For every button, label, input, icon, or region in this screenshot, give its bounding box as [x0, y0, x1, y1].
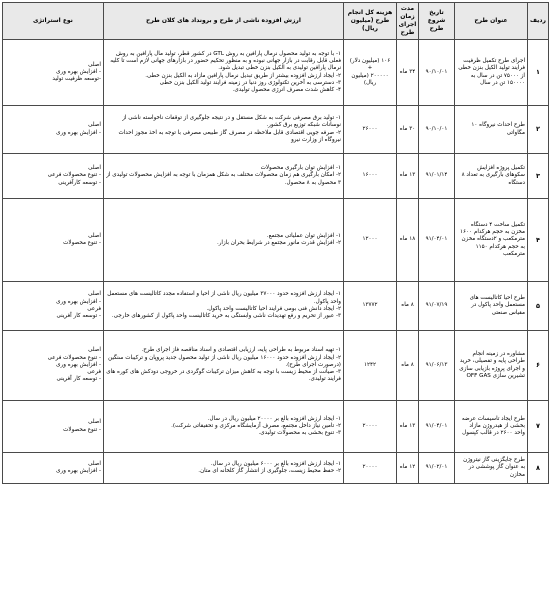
- goal-item: ۱- تهیه اسناد مربوط به طراحی پایه، ارزیابی اقتصادی و اسناد مناقصه فاز اجرای طرح.: [141, 347, 341, 354]
- duration-cell: ۱۸ ماه: [397, 199, 419, 282]
- strategy-cell: [3, 401, 104, 453]
- strategy-cell: [3, 282, 104, 331]
- cost-cell: [344, 282, 397, 331]
- table-row: [3, 154, 549, 199]
- start-date-cell: ۹۱/۰۶/۱۳: [419, 331, 455, 401]
- table-row: [3, 106, 549, 154]
- cost-cell: [344, 154, 397, 199]
- goal-item: ۱- ایجاد ارزش افزوده حدود ۳۷۰۰۰ میلیون ریال ناشی از احیا و استفاده مجدد کاتالیست های مستعمل واحد پاکول.: [107, 291, 341, 305]
- start-date-cell: ۹۱/۰۴/۰۱: [419, 401, 455, 453]
- strategy-item: - توسعه کارآفرینی: [58, 179, 101, 186]
- goal-item: ۱- تولید برق مصرفی شرکت به شکل مستقل و در نتیجه جلوگیری از توقفات ناخواسته ناشی از نوسانات شبکه توزیع برق کشور.: [122, 114, 341, 129]
- cost-line: ۲۰۰۰۰۰ (میلیون ریال): [351, 72, 389, 86]
- table-body: [3, 40, 549, 484]
- row-number-cell: ۶: [528, 331, 549, 401]
- duration-cell: ۸ ماه: [397, 282, 419, 331]
- strategy-cell: [3, 154, 104, 199]
- goals-cell: [104, 282, 344, 331]
- strategy-item: -توسعه ظرفیت تولید: [52, 76, 101, 83]
- strategy-cell: [3, 40, 104, 106]
- strategy-item: - تنوع محصولات فرعی: [47, 172, 101, 179]
- strategy-item: - افزایش بهره وری: [56, 129, 101, 136]
- row-number-cell: ۸: [528, 453, 549, 484]
- strategy-item: اصلی: [88, 347, 101, 354]
- goal-item: ۲- صرفه جویی اقتصادی قابل ملاحظه در مصرف گاز طبیعی مصرفی با توجه به اخذ مجوز احداث نیروگاه از وزارت نیرو: [118, 129, 341, 143]
- table-row: [3, 40, 549, 106]
- start-date-cell: ۹۱/۰۴/۰۱: [419, 199, 455, 282]
- start-date-cell: ۹۰/۱۰/۰۱: [419, 40, 455, 106]
- table-row: [3, 199, 549, 282]
- header-row: [3, 3, 549, 40]
- goal-item: ۲- امکان بارگیری هم زمان محصولات مختلف به شکل همزمان با توجه به افزایش محصولات تولیدی از ۳ محصول به ۸ محصول.: [106, 172, 341, 186]
- duration-cell: ۸ ماه: [397, 331, 419, 401]
- strategy-item: اصلی: [88, 165, 101, 172]
- duration-cell: ۱۳ ماه: [397, 154, 419, 199]
- strategy-cell: [3, 199, 104, 282]
- cost-cell: [344, 331, 397, 401]
- strategy-cell: [3, 106, 104, 154]
- goal-item: ۳- دسترسی به آخرین تکنولوژی روز دنیا در زمینه فرایند تولید الکیل بنزن خطی: [159, 79, 341, 86]
- goals-cell: [104, 40, 344, 106]
- goal-item: ۲- تامین نیاز داخل مجتمع، مصرف آزمایشگاه مرکزی و تحقیقاتی شرکت).: [171, 422, 341, 429]
- goal-item: ۲- ایجاد دانش فنی بومی فرایند احیا کاتالیست واحد پاکول.: [206, 306, 341, 312]
- header-cost: هزینه کل انجام طرح (میلیون ریال): [344, 3, 397, 40]
- projects-table: [2, 2, 549, 484]
- project-title-cell: طرح ایجاد تاسیسات عرضه بخشی از هیدروژن مازاد واحد ۲۶۰۰ در قالب کپسول: [455, 401, 528, 453]
- strategy-item: اصلی: [88, 291, 101, 298]
- project-title-cell: طرح احیا کاتالیست های مستعمل واحد پاکول در مقیاس صنعتی: [455, 282, 528, 331]
- row-number-cell: ۴: [528, 199, 549, 282]
- strategy-item: - توسعه کار آفرینی: [56, 376, 101, 383]
- cost-line: +: [367, 65, 373, 72]
- strategy-item: - افزایش بهره وری: [56, 468, 101, 474]
- project-title-cell: تکمیل پروژه افزایش سکوهای بارگیری به تعداد ۸ دستگاه: [455, 154, 528, 199]
- strategy-item: اصلی: [88, 419, 101, 426]
- header-row-number: ردیف: [528, 3, 549, 40]
- cost-line: ۲۶۰۰۰: [362, 125, 378, 132]
- start-date-cell: ۹۱/۰۲/۰۱: [419, 453, 455, 484]
- strategy-cell: [3, 331, 104, 401]
- header-start-date: تاریخ شروع طرح: [419, 3, 455, 40]
- cost-line: ۱۲۰۰۰: [362, 236, 378, 243]
- project-title-cell: مشاوره در زمینه انجام طراحی پایه و تفصیلی، خرید و اجرای پروژه بازیابی سازی تشیرین سازی OFF GAS: [455, 331, 528, 401]
- goals-cell: [104, 199, 344, 282]
- cost-line: ۱۶۰۰۰: [362, 172, 378, 179]
- table-row: [3, 282, 549, 331]
- strategy-item: اصلی: [88, 232, 101, 239]
- goals-cell: [104, 453, 344, 484]
- goals-cell: [104, 154, 344, 199]
- cost-line: ۲۰۰۰۰: [362, 464, 378, 471]
- goal-item: ۲- ایجاد ارزش افزوده بیشتر از طریق تبدیل نرمال پارافین مازاد به الکیل بنزن خطی.: [145, 72, 341, 79]
- goals-cell: [104, 331, 344, 401]
- table-row: [3, 401, 549, 453]
- strategy-item: - تنوع محصولات: [63, 240, 101, 246]
- project-title-cell: تکمیل ساخت ۴ دستگاه مخزن به حجم هرکدام ۱۶۰۰ مترمکعب و ۲دستگاه مخزن به حجم هرکدام ۱۱۵۰ مترمکعب: [455, 199, 528, 282]
- row-number-cell: ۱: [528, 40, 549, 106]
- goal-item: ۲- افزایش قدرت مانور مجتمع در شرایط بحران بازار.: [216, 240, 341, 246]
- duration-cell: ۳۰ ماه: [397, 106, 419, 154]
- row-number-cell: ۷: [528, 401, 549, 453]
- project-title-cell: طرح جایگزینی گاز نیتروژن به عنوان گاز پوششی در مخازن: [455, 453, 528, 484]
- project-title-cell: طرح احداث نیروگاه ۱۰ مگاواتی: [455, 106, 528, 154]
- cost-line: ۱۳۷۷۲: [362, 302, 378, 309]
- strategy-item: اصلی: [88, 61, 101, 68]
- cost-cell: [344, 40, 397, 106]
- strategy-cell: [3, 453, 104, 484]
- header-goals: ارزش افزوده ناشی از طرح و برونداد های کلان طرح: [104, 3, 344, 40]
- strategy-item: - افزایش بهره وری: [56, 68, 101, 75]
- strategy-item: - تنوع محصولات فرعی: [47, 354, 101, 361]
- table-row: [3, 453, 549, 484]
- strategy-item: - افزایش بهره وری: [56, 298, 101, 305]
- strategy-item: - توسعه کار آفرینی: [56, 313, 101, 320]
- cost-line: ۱۲۴۲: [363, 361, 377, 368]
- strategy-item: - افزایش بهره وری: [56, 361, 101, 368]
- goal-item: ۱- با توجه به تولید محصول نرمال پارافین به روش GTL در کشور قطر، تولید مال پارافین به روش فعلی قابل رقابت در بازار جهانی نبوده و به منظور تحکیم حضور در بازارهای جهانی لازم است تا کلیه نرمال پارافین تولیدی به الکیل بنزن خطی تبدیل شود.: [110, 50, 341, 72]
- cost-cell: [344, 401, 397, 453]
- goal-item: ۱- ایجاد ارزش افزوده بالغ بر ۲۰۰۰۰ میلیون ریال در سال.: [207, 415, 341, 422]
- goal-item: ۲- حفظ محیط زیست، جلوگیری از انتشار گاز کلخانه ای متان.: [198, 468, 341, 474]
- strategy-item: فرعی: [87, 369, 101, 376]
- cost-line: ۱۰۶ (میلیون دلار): [349, 57, 391, 64]
- goal-item: ۱- ایجاد ارزش افزوده بالغ بر ۶۰۰۰ میلیون ریال در سال.: [210, 460, 341, 467]
- start-date-cell: ۹۱/۰۷/۱۹: [419, 282, 455, 331]
- header-title: عنوان طرح: [455, 3, 528, 40]
- row-number-cell: ۳: [528, 154, 549, 199]
- cost-cell: [344, 106, 397, 154]
- goal-item: ۱- افزایش توان عملیاتی مجتمع.: [266, 232, 341, 239]
- goal-item: ۳- تنوع بخشی به محصولات تولیدی.: [258, 430, 341, 437]
- strategy-item: - تنوع محصولات: [63, 426, 101, 433]
- goal-item: ۴- کاهش شدت مصرف انرژی محصول تولیدی.: [232, 87, 341, 94]
- table-row: [3, 331, 549, 401]
- start-date-cell: ۹۱/۰۱/۱۴: [419, 154, 455, 199]
- header-strategy: نوع استراتژی: [3, 3, 104, 40]
- start-date-cell: ۹۰/۱۰/۰۱: [419, 106, 455, 154]
- cost-line: ۲۰۰۰۰: [362, 422, 378, 429]
- cost-cell: [344, 453, 397, 484]
- goal-item: ۳- عبور از تحریم و رفع تهدیدات ناشی وابستگی به خرید کاتالیست واحد پاکول از کشورهای خارجی.: [111, 313, 341, 320]
- duration-cell: ۳۴ ماه: [397, 40, 419, 106]
- strategy-item: فرعی: [87, 306, 101, 312]
- duration-cell: ۱۲ ماه: [397, 453, 419, 484]
- goals-cell: [104, 401, 344, 453]
- goals-cell: [104, 106, 344, 154]
- project-title-cell: اجرای طرح تکمیل ظرفیت فرایند تولید الکیل بنزن خطی از ۷۵۰۰۰ تن در سال به ۱۵۰۰۰۰ تن در سال: [455, 40, 528, 106]
- duration-cell: ۱۳ ماه: [397, 401, 419, 453]
- row-number-cell: ۲: [528, 106, 549, 154]
- goal-item: ۱- افزایش توان بارگیری محصولات: [260, 165, 341, 172]
- strategy-item: اصلی: [88, 460, 101, 467]
- cost-cell: [344, 199, 397, 282]
- goal-item: ۳- صیانت از محیط زیست با توجه به کاهش میزان ترکیبات گوگردی در خروجی دودکش های کوره های فرایند تولیدی.: [106, 369, 341, 383]
- header-duration: مدت زمان اجرای طرح: [397, 3, 419, 40]
- strategy-item: اصلی: [88, 122, 101, 129]
- goal-item: ۲- ایجاد ارزش افزوده حدود ۱۶۰۰۰ میلیون ریال ناشی از تولید محصول جدید پروپان و ترکیبات سنگین (درصورت اجرای طرح).: [108, 354, 341, 368]
- row-number-cell: ۵: [528, 282, 549, 331]
